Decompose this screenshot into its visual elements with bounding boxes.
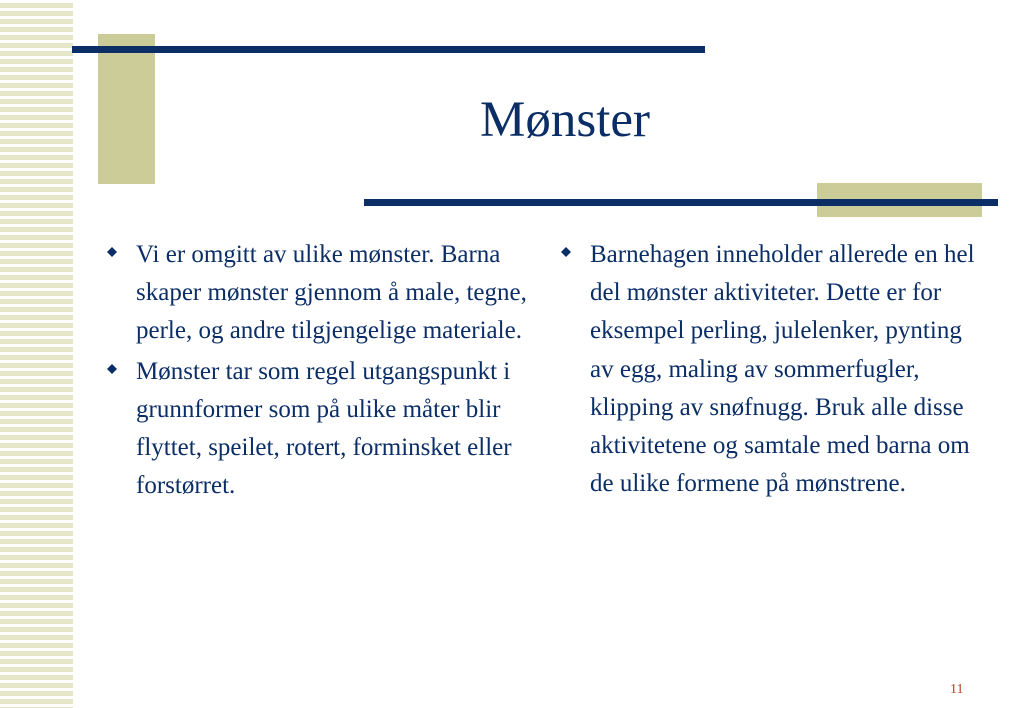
diamond-bullet-icon <box>107 364 117 374</box>
list-item <box>104 353 534 506</box>
diamond-bullet-icon <box>561 247 571 257</box>
decorative-rule-top <box>72 46 705 53</box>
slide-title: Mønster <box>480 92 650 148</box>
left-column <box>104 236 534 507</box>
decorative-olive-block-left <box>98 34 155 184</box>
decorative-rule-bottom <box>364 199 998 206</box>
list-item <box>104 236 534 351</box>
bullet-text: Vi er omgitt av ulike mønster. Barna skaper mønster gjennom å male, tegne, perle, og andre tilgjengelige materiale. <box>136 241 527 345</box>
right-column <box>558 236 988 505</box>
list-item <box>558 236 988 503</box>
bullet-text: Barnehagen inneholder allerede en hel del mønster aktiviteter. Dette er for eksempel perling, julelenker, pynting av egg, maling av sommerfugler, klipping av snøfnugg. Bruk alle disse aktivitetene og samtale med barna om de ulike formene på mønstrene. <box>590 241 975 498</box>
diamond-bullet-icon <box>107 247 117 257</box>
decorative-stripes <box>0 0 73 708</box>
page-number: 11 <box>950 682 964 697</box>
bullet-text: Mønster tar som regel utgangspunkt i grunnformer som på ulike måter blir flyttet, speilet, rotert, forminsket eller forstørret. <box>136 357 512 500</box>
